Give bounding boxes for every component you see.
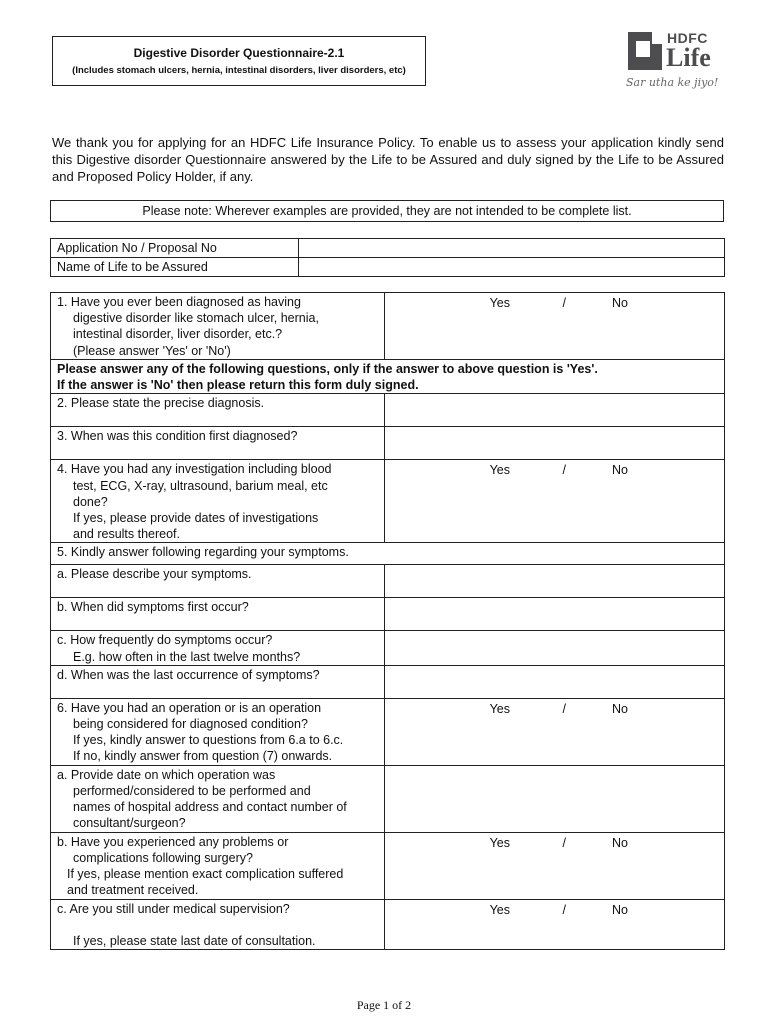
table-row: [51, 631, 725, 665]
table-row: [51, 543, 725, 565]
page-subtitle: (Includes stomach ulcers, hernia, intestinal disorders, liver disorders, etc): [72, 65, 406, 76]
answer-5d[interactable]: [385, 665, 725, 698]
name-field[interactable]: [299, 258, 725, 277]
question-5d: d. When was the last occurrence of symptoms?: [51, 665, 385, 698]
intro-paragraph: We thank you for applying for an HDFC Life Insurance Policy. To enable us to assess your application kindly send this Digestive disorder Questionnaire answered by the Life to be Assured and duly signed by the Life to be Assured and Proposed Policy Holder, if any.: [52, 135, 724, 184]
question-6: 6. Have you had an operation or is an operation being considered for diagnosed condition? If yes, kindly answer to questions from 6.a to 6.c. If no, kindly answer from question (7) onwards.: [51, 698, 385, 765]
table-row: [51, 460, 725, 543]
answer-6a[interactable]: [385, 765, 725, 832]
table-row: [51, 394, 725, 427]
yes-no-choice[interactable]: Yes / No: [489, 835, 628, 850]
logo-brand-top: HDFC: [667, 30, 708, 46]
table-row: [51, 598, 725, 631]
logo-brand-main: Life: [666, 43, 711, 72]
table-row: [51, 698, 725, 765]
logo-mark-icon: [628, 32, 662, 70]
question-5: 5. Kindly answer following regarding your symptoms.: [51, 543, 725, 565]
hdfc-life-logo: [626, 30, 726, 90]
page-title: Digestive Disorder Questionnaire-2.1: [133, 46, 345, 60]
table-row: [51, 360, 725, 394]
page-number: Page 1 of 2: [356, 998, 412, 1012]
instruction-text: Please answer any of the following questions, only if the answer to above question is 'Yes'. If the answer is 'No' then please return this form duly signed.: [51, 360, 725, 394]
logo-tagline: Sar utha ke jiyo!: [626, 76, 719, 89]
table-row: [51, 665, 725, 698]
yes-no-choice[interactable]: Yes / No: [489, 463, 628, 478]
question-6b: b. Have you experienced any problems or complications following surgery? If yes, please mention exact complication suffered and treatment received.: [51, 832, 385, 899]
question-3: 3. When was this condition first diagnosed?: [51, 427, 385, 460]
table-row: [51, 293, 725, 360]
yes-no-choice[interactable]: Yes / No: [489, 902, 628, 917]
questionnaire-table: [50, 292, 725, 950]
answer-1[interactable]: [385, 293, 725, 360]
question-5a: a. Please describe your symptoms.: [51, 565, 385, 598]
table-row: [51, 427, 725, 460]
answer-6[interactable]: [385, 698, 725, 765]
answer-2[interactable]: [385, 394, 725, 427]
application-table: [50, 238, 725, 277]
app-no-label: Application No / Proposal No: [51, 239, 299, 258]
answer-5a[interactable]: [385, 565, 725, 598]
app-no-field[interactable]: [299, 239, 725, 258]
table-row: [51, 565, 725, 598]
yes-no-choice[interactable]: Yes / No: [489, 296, 628, 310]
answer-6c[interactable]: [385, 899, 725, 949]
answer-3[interactable]: [385, 427, 725, 460]
yes-no-choice[interactable]: Yes / No: [489, 701, 628, 716]
answer-6b[interactable]: [385, 832, 725, 899]
question-2: 2. Please state the precise diagnosis.: [51, 394, 385, 427]
title-box: [52, 36, 426, 86]
question-1: 1. Have you ever been diagnosed as having digestive disorder like stomach ulcer, hernia, intestinal disorder, liver disorder, etc.? (Please answer 'Yes' or 'No'): [51, 293, 385, 360]
name-label: Name of Life to be Assured: [51, 258, 299, 277]
question-4: 4. Have you had any investigation including blood test, ECG, X-ray, ultrasound, barium meal, etc done? If yes, please provide dates of investigations and results thereof.: [51, 460, 385, 543]
question-6a: a. Provide date on which operation was performed/considered to be performed and names of hospital address and contact number of consultant/surgeon?: [51, 765, 385, 832]
table-row: [51, 899, 725, 949]
answer-4[interactable]: [385, 460, 725, 543]
question-5b: b. When did symptoms first occur?: [51, 598, 385, 631]
table-row: [51, 832, 725, 899]
table-row: [51, 765, 725, 832]
answer-5b[interactable]: [385, 598, 725, 631]
question-6c: c. Are you still under medical supervision? If yes, please state last date of consultation.: [51, 899, 385, 949]
question-5c: c. How frequently do symptoms occur? E.g. how often in the last twelve months?: [51, 631, 385, 665]
note-box: Please note: Wherever examples are provided, they are not intended to be complete list.: [50, 200, 724, 222]
answer-5c[interactable]: [385, 631, 725, 665]
